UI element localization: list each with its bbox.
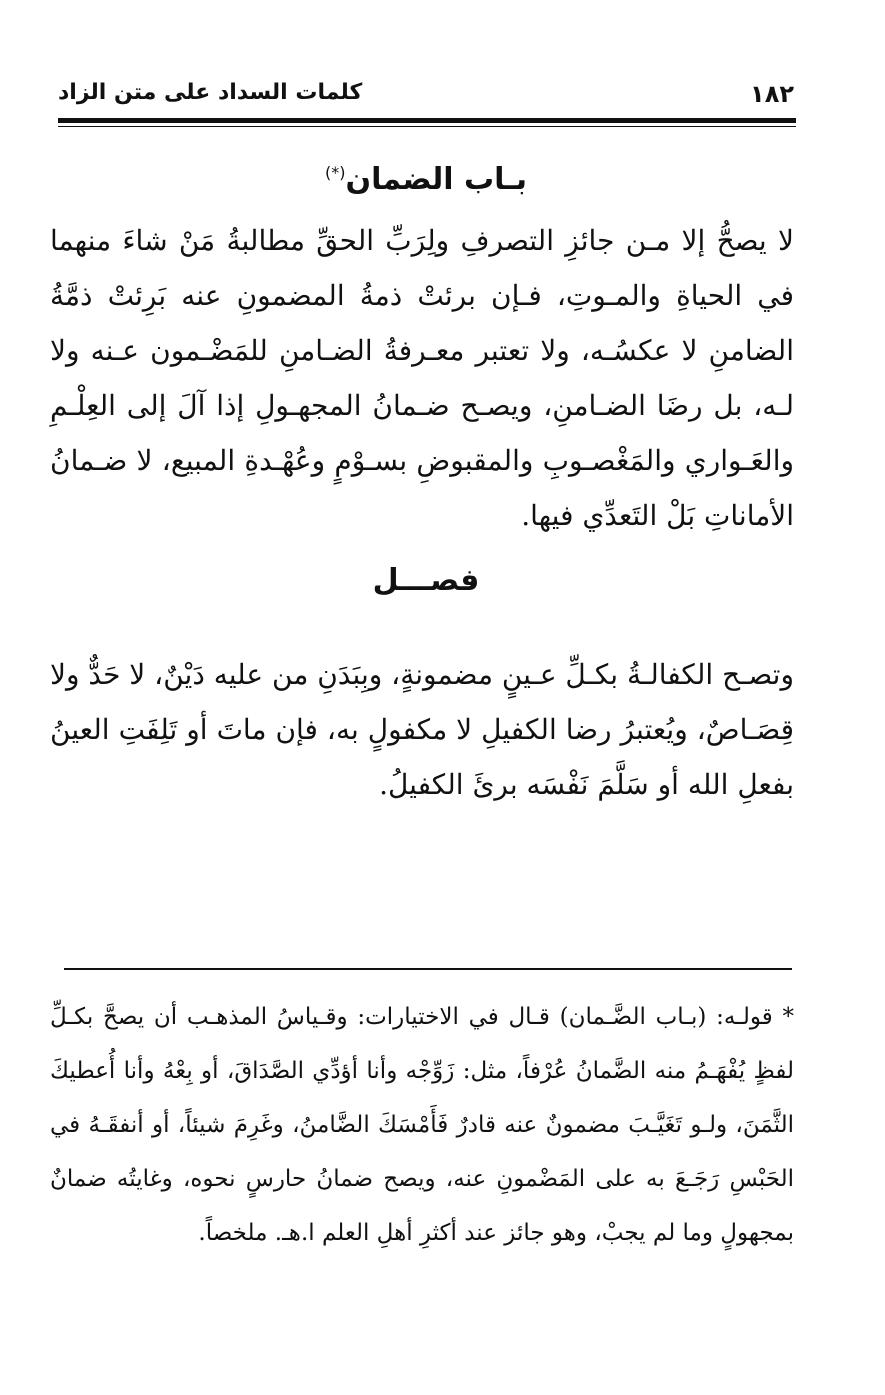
chapter-title-text: بـاب الضمان xyxy=(345,162,527,197)
header-double-rule xyxy=(58,118,796,127)
section-title: فصـــل xyxy=(372,563,480,598)
body-paragraph: وتصـح الكفالـةُ بكـلِّ عـينٍ مضمونةٍ، وبِبَدَنِ من عليه دَيْنٌ، لا حَدٌّ ولا قِصَـاصٌ، ويُعتبرُ رضا الكفيلِ لا مكفولٍ به، فإن ماتَ أو تَلِفَتِ العينُ بفعلِ الله أو سَلَّمَ نَفْسَه برئَ الكفيلُ. xyxy=(50,658,794,801)
body-paragraph: لا يصحُّ إلا مـن جائزِ التصرفِ ولِرَبِّ الحقِّ مطالبةُ مَنْ شاءَ منهما في الحياةِ والمـوتِ، فـإن برئتْ ذمةُ المضمونِ عنه بَرِئتْ ذمَّةُ الضامنِ لا عكسُـه، ولا تعتبر معـرفةُ الضـامنِ للمَضْـمون عـنه ولا لـه، بل رضَا الضـامنِ، ويصـح ضـمانُ المجهـولِ إذا آلَ إلى العِلْـمِ والعَـواري والمَغْصـوبِ والمقبوضِ بسـوْمٍ وعُهْـدةِ المبيع، لا ضـمانُ الأماناتِ بَلْ التَعدِّي فيها. xyxy=(50,224,794,532)
footnote-text: * قولـه: (بـاب الضَّـمان) قـال في الاختيارات: وقـياسُ المذهـب أن يصحَّ بكـلِّ لفظٍ يُفْهَـمُ منه الضَّمانُ عُرْفاً، مثل: زَوِّجْه وأنا أؤدِّي الصَّدَاقَ، أو بِعْهُ وأنا أُعطيكَ الثَّمَنَ، ولـو تَغَيَّـبَ مضمونٌ عنه قادرٌ فَأَمْسَكَ الضَّامنُ، وغَرِمَ شيئاً، أو أنفقَـهُ في الحَبْسِ رَجَـعَ به على المَضْمونِ عنه، ويصح ضمانُ حارسٍ نحوه، وغايتُه ضمانٌ بمجهولٍ وما لم يجبْ، وهو جائز عند أكثرِ أهلِ العلم ا.هـ. ملخصاً. xyxy=(50,1004,794,1246)
footnote-marker: (*) xyxy=(325,163,346,182)
chapter-title xyxy=(58,162,794,197)
page-number: ١٨٢ xyxy=(750,80,794,108)
footnote-separator xyxy=(64,968,792,970)
page-header xyxy=(58,78,794,112)
running-title: كلمات السداد على متن الزاد xyxy=(58,80,363,105)
